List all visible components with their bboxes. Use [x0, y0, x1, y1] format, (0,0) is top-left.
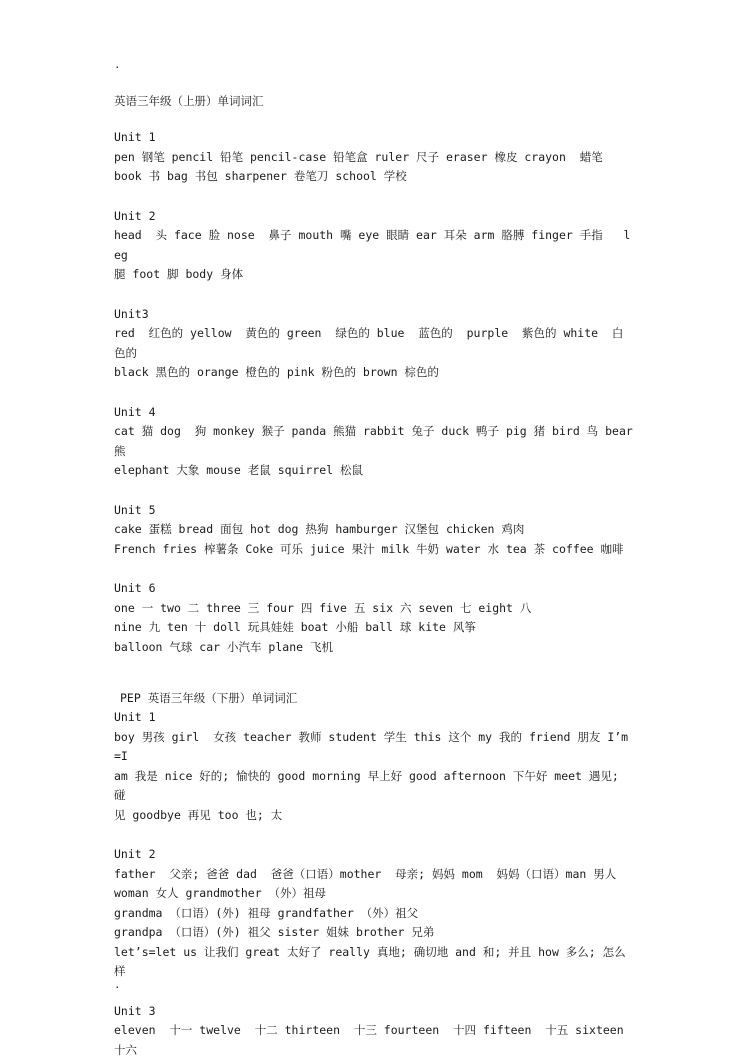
vocab-line: woman 女人 grandmother （外）祖母: [114, 884, 634, 904]
book1-title: 英语三年级（上册）单词词汇: [114, 92, 634, 110]
book2-unit-3: [114, 1002, 634, 1060]
unit-heading: Unit 4: [114, 403, 634, 423]
unit-heading: Unit 1: [114, 128, 634, 148]
vocab-line: nine 九 ten 十 doll 玩具娃娃 boat 小船 ball 球 kite 风筝: [114, 618, 634, 638]
vocab-line: French fries 榨薯条 Coke 可乐 juice 果汁 milk 牛奶 water 水 tea 茶 coffee 咖啡: [114, 540, 634, 560]
vocab-line: book 书 bag 书包 sharpener 卷笔刀 school 学校: [114, 167, 634, 187]
book1-unit-2: [114, 207, 634, 285]
vocab-line: balloon 气球 car 小汽车 plane 飞机: [114, 638, 634, 658]
book1-unit-4: [114, 403, 634, 481]
vocab-line: let’s=let us 让我们 great 太好了 really 真地; 确切地 and 和; 并且 how 多么; 怎么: [114, 943, 634, 963]
unit-heading: Unit 1: [114, 708, 634, 728]
book2-unit-1: [114, 708, 634, 825]
vocab-line: black 黑色的 orange 橙色的 pink 粉色的 brown 棕色的: [114, 363, 634, 383]
vocab-line: grandma （口语）(外) 祖母 grandfather （外）祖父: [114, 904, 634, 924]
page-bottom-marker: .: [114, 978, 121, 991]
book1-unit-3: [114, 305, 634, 383]
vocab-line: 见 goodbye 再见 too 也; 太: [114, 806, 634, 826]
vocab-line: 腿 foot 脚 body 身体: [114, 265, 634, 285]
vocab-line: red 红色的 yellow 黄色的 green 绿色的 blue 蓝色的 purple 紫色的 white 白色的: [114, 324, 634, 363]
vocab-line: 样: [114, 962, 634, 982]
vocab-line: father 父亲; 爸爸 dad 爸爸（口语）mother 母亲; 妈妈 mom 妈妈（口语）man 男人: [114, 865, 634, 885]
vocab-line: boy 男孩 girl 女孩 teacher 教师 student 学生 this 这个 my 我的 friend 朋友 I’m=I: [114, 728, 634, 767]
vocab-line: eleven 十一 twelve 十二 thirteen 十三 fourteen 十四 fifteen 十五 sixteen 十六: [114, 1021, 634, 1060]
vocab-line: one 一 two 二 three 三 four 四 five 五 six 六 seven 七 eight 八: [114, 599, 634, 619]
page-top-marker: .: [114, 58, 121, 71]
vocab-line: head 头 face 脸 nose 鼻子 mouth 嘴 eye 眼睛 ear 耳朵 arm 胳膊 finger 手指 leg: [114, 226, 634, 265]
book2-unit-2: [114, 845, 634, 982]
vocab-line: grandpa （口语）(外) 祖父 sister 姐妹 brother 兄弟: [114, 923, 634, 943]
unit-heading: Unit 6: [114, 579, 634, 599]
unit-heading: Unit 2: [114, 845, 634, 865]
book2-title: PEP 英语三年级（下册）单词词汇: [114, 689, 634, 708]
unit-heading: Unit3: [114, 305, 634, 325]
vocab-line: cake 蛋糕 bread 面包 hot dog 热狗 hamburger 汉堡包 chicken 鸡肉: [114, 520, 634, 540]
book1-unit-6: [114, 579, 634, 657]
vocab-line: pen 钢笔 pencil 铅笔 pencil-case 铅笔盒 ruler 尺子 eraser 橡皮 crayon 蜡笔: [114, 148, 634, 168]
document-body: [114, 92, 634, 1060]
unit-heading: Unit 2: [114, 207, 634, 227]
vocab-line: cat 猫 dog 狗 monkey 猴子 panda 熊猫 rabbit 兔子 duck 鸭子 pig 猪 bird 鸟 bear 熊: [114, 422, 634, 461]
book1-unit-1: [114, 128, 634, 187]
vocab-line: am 我是 nice 好的; 愉快的 good morning 早上好 good afternoon 下午好 meet 遇见; 碰: [114, 767, 634, 806]
book1-unit-5: [114, 501, 634, 560]
unit-heading: Unit 3: [114, 1002, 634, 1022]
vocab-line: elephant 大象 mouse 老鼠 squirrel 松鼠: [114, 461, 634, 481]
unit-heading: Unit 5: [114, 501, 634, 521]
